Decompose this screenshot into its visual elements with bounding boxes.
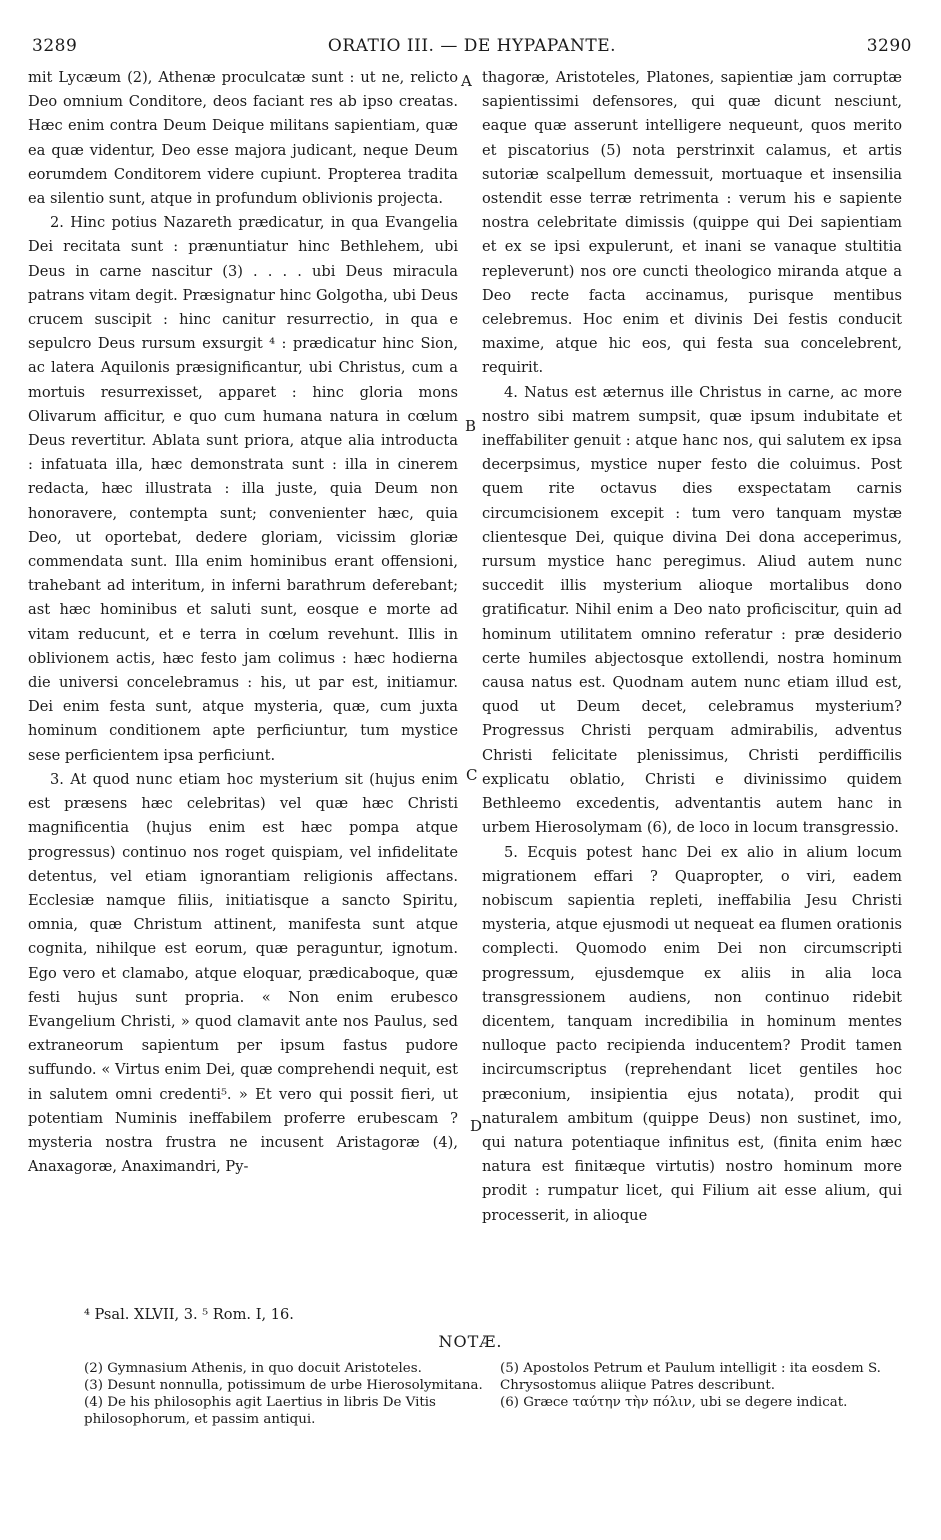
section-marker-b: B xyxy=(465,417,477,435)
paragraph-3: 3. At quod nunc etiam hoc mysterium sit (hujus enim est præsens hæc celebritas) vel quæ hæc Christi magnificentia (hujus enim est hæc pompa atque progressus) continuo nos roget quispiam, vel infidelitate detentus, vel etiam ignorantiam religionis affectans. Ecclesiæ namque filiis, initiatisque a sancto Spiritu, omnia, quæ Christum attinent, manifesta sunt atque cognita, nihilque est eorum, quæ peraguntur, ignotum. Ego vero et clamabo, atque eloquar, prædicaboque, quæ festi hujus sunt propria. « Non enim erubesco Evangelium Christi, » quod clamavit ante nos Paulus, sed extraneorum sapientum per ipsum fastus pudore suffundo. « Virtus enim Dei, quæ comprehendi nequit, est in salutem omni credenti⁵. » Et vero qui possit fieri, ut potentiam Numinis ineffabilem proferre erubescam ? mysteria nostra frustra ne incusent Aristagoræ (4), Anaxagoræ, Anaximandri, Py- xyxy=(28,770,458,1176)
note-4: (4) De his philosophis agit Laertius in libris De Vitis philosophorum, et passim antiqui. xyxy=(84,1395,436,1427)
paragraph-continuation: thagoræ, Aristoteles, Platones, sapientiæ jam corruptæ sapientissimi defensores, qui quæ dicunt nesciunt, eaque quæ asserunt intelligere nequeunt, quos merito et piscatorius (5) nota perstrinxit calamus, et artis sutoriæ scalpellum demessuit, mortuaque et insensilia ostendit esse terræ retrimenta : verum his e sapiente nostra celebritate dimissis (quippe qui Dei sapientiam et ex se ipsi expulerunt, et inani se vanaque stultitia repleverunt) nos ore cuncti theologico miranda atque a Deo recte facta accinamus, purisque mentibus celebremus. Hoc enim et divinis Dei festis conducit maxime, atque hic eos, qui festa sua concelebrent, requirit. xyxy=(482,69,902,377)
section-marker-a: A xyxy=(461,72,472,90)
left-column xyxy=(28,66,458,1179)
right-column xyxy=(482,66,902,1228)
page-number-right: 3290 xyxy=(866,36,912,56)
notes-heading: NOTÆ. xyxy=(438,1332,503,1351)
section-marker-d: D xyxy=(470,1117,483,1135)
notes-left-column xyxy=(84,1360,484,1428)
note-5: (5) Apostolos Petrum et Paulum intelligit : ita eosdem S. Chrysostomus aliique Patres describunt. xyxy=(500,1361,881,1393)
scripture-references: ⁴ Psal. XLVII, 3. ⁵ Rom. I, 16. xyxy=(84,1306,294,1323)
note-6: (6) Græce ταύτην τὴν πόλιν, ubi se degere indicat. xyxy=(500,1395,848,1410)
paragraph-1: mit Lycæum (2), Athenæ proculcatæ sunt : ut ne, relicto Deo omnium Conditore, deos faciant res ab ipso creatas. Hæc enim contra Deum Deique militans sapientiam, quæ ea quæ videntur, Deo esse majora judicant, neque Deum eorumdem Conditorem videre cupiunt. Propterea tradita ea silentio sunt, atque in profundum oblivionis projecta. xyxy=(28,69,458,208)
section-marker-c: C xyxy=(466,766,478,784)
page-title: ORATIO III. — DE HYPAPANTE. xyxy=(327,36,617,56)
paragraph-5: 5. Ecquis potest hanc Dei ex alio in alium locum migrationem effari ? Quapropter, o viri, eadem nobiscum sapientia repleti, ineffabilia Jesu Christi mysteria, atque ejusmodi ut nequeat ea flumen orationis complecti. Quomodo enim Dei non circumscripti progressum, ejusdemque ex aliis in alia loca transgressionem audiens, non continuo ridebit dicentem, tanquam incredibilia in hominum mentes nulloque pacto recipienda inducentem? Prodit tamen incircumscriptus (reprehendant licet gentiles hoc præconium, insipientia ejus notata), prodit qui naturalem ambitum (quippe Deus) non sustinet, imo, qui natura potentiaque infinitus est, (finita enim hæc natura est finitæque virtutis) nostro hominum more prodit : rumpatur licet, qui Filium ait esse alium, qui processerit, in alioque xyxy=(482,843,902,1224)
paragraph-4: 4. Natus est æternus ille Christus in carne, ac more nostro sibi matrem sumpsit, quæ ipsum indubitate et ineffabiliter genuit : atque hanc nos, qui salutem ex ipsa decerpsimus, mystice nuper festo die coluimus. Post quem rite octavus dies exspectatam carnis circumcisionem excepit : tum vero tanquam mystæ clientesque Dei, quique divina Dei dona acceperimus, rursum mystice hanc peregimus. Aliud autem nunc succedit illis mysterium alioque mortalibus dono gratificatur. Nihil enim a Deo nato proficiscitur, quin ad hominum utilitatem omnino referatur : præ desiderio certe humiles abjectosque extollendi, nostra hominum causa natus est. Quodnam autem nunc etiam illud est, quod ut Deum decet, celebramus mysterium? Progressus Christi perquam admirabilis, adventus Christi felicitate plenissimus, Christi perdifficilis explicatu oblatio, Christi e divinissimo quidem Bethleemo excedentis, adventantis autem hanc in urbem Hierosolymam (6), de loco in locum transgressio. xyxy=(482,383,902,837)
notes-right-column xyxy=(500,1360,920,1411)
page-number-left: 3289 xyxy=(32,36,78,56)
note-3: (3) Desunt nonnulla, potissimum de urbe Hierosolymitana. xyxy=(84,1378,483,1393)
paragraph-2: 2. Hinc potius Nazareth prædicatur, in qua Evangelia Dei recitata sunt : prænuntiatur hinc Bethlehem, ubi Deus in carne nascitur (3) . . . . ubi Deus miracula patrans vitam degit. Præsignatur hinc Golgotha, ubi Deus crucem suscipit : hinc canitur resurrectio, in qua e sepulcro Deus rursum exsurgit ⁴ : prædicatur hinc Sion, ac latera Aquilonis præsignificantur, ubi Christus, cum a mortuis resurrexisset, apparet : hinc gloria mons Olivarum afficitur, e quo cum humana natura in cœlum Deus revertitur. Ablata sunt priora, atque alia introducta : infatuata illa, hæc demonstrata sunt : illa in cinerem redacta, hæc illustrata : illa juste, quia Deum non honoravere, contempta sunt; convenienter hæc, quia Deo, ut oportebat, dedere gloriam, vicissim gloriæ commendata sunt. Illa enim hominibus erant offensioni, trahebant ad interitum, in inferni barathrum deferebant; ast hæc hominibus et saluti sunt, eosque e morte ad vitam reducunt, et e terra in cœlum revehunt. Illis in oblivionem actis, hæc festo jam colimus : hæc hodierna die universi concelebramus : his, ut par est, initiamur. Dei enim festa sunt, atque mysteria, quæ, cum juxta hominum conditionem apte perficiuntur, tum mystice sese perficientem ipsa perficiunt. xyxy=(28,214,458,764)
running-header xyxy=(32,26,912,56)
note-2: (2) Gymnasium Athenis, in quo docuit Aristoteles. xyxy=(84,1361,422,1376)
